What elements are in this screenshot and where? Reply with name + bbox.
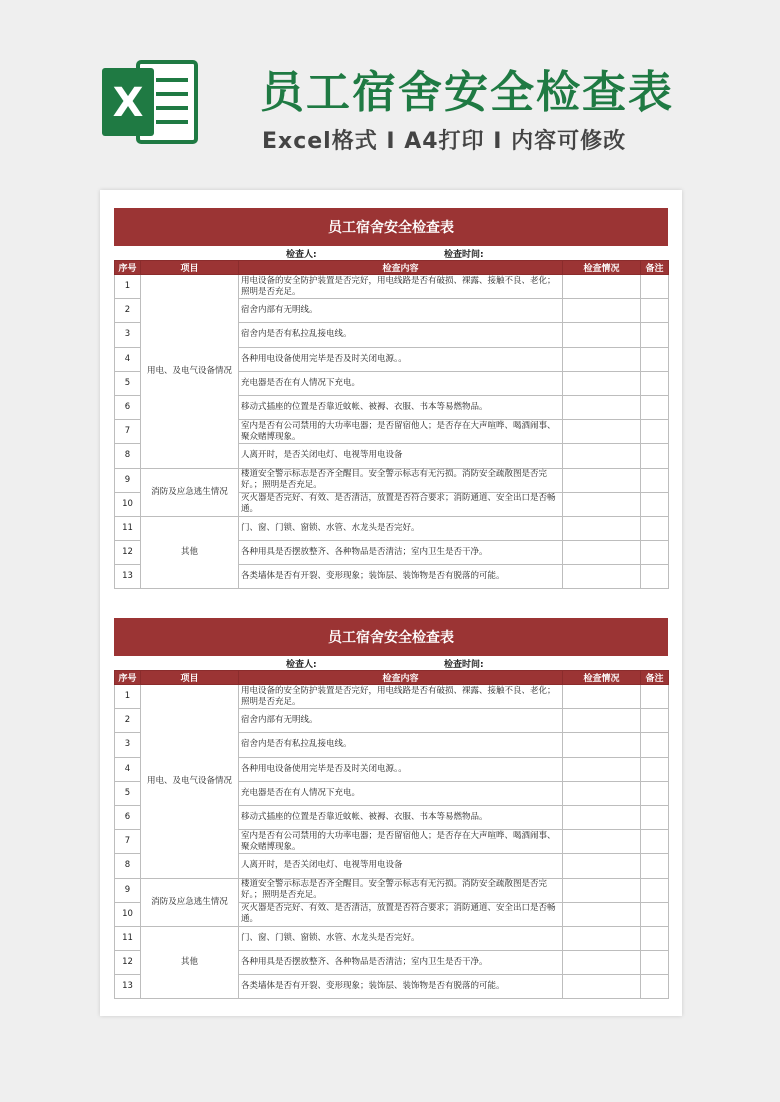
check-status-cell[interactable] — [563, 275, 641, 299]
remark-cell[interactable] — [641, 709, 669, 733]
table-row — [115, 468, 669, 492]
remark-cell[interactable] — [641, 733, 669, 757]
check-status-cell[interactable] — [563, 830, 641, 854]
check-status-cell[interactable] — [563, 516, 641, 540]
row-number: 1 — [115, 275, 141, 299]
row-number: 5 — [115, 371, 141, 395]
page-subtitle: Excel格式 I A4打印 I 内容可修改 — [262, 129, 627, 154]
check-content: 用电设备的安全防护装置是否完好，用电线路是否有破损、裸露、接触不良、老化；照明是否充足。 — [239, 685, 563, 709]
check-status-cell[interactable] — [563, 878, 641, 902]
row-number: 3 — [115, 323, 141, 347]
category-cell: 消防及应急逃生情况 — [141, 468, 239, 516]
inspector-label: 检查人: — [286, 250, 317, 260]
remark-cell[interactable] — [641, 951, 669, 975]
check-content: 室内是否有公司禁用的大功率电器；是否留宿他人；是否存在大声喧哗、喝酒闹事、聚众赌博现象。 — [239, 420, 563, 444]
check-content: 各种用具是否摆放整齐、各种物品是否清洁；室内卫生是否干净。 — [239, 951, 563, 975]
remark-cell[interactable] — [641, 420, 669, 444]
check-content: 灭火器是否完好、有效、是否清洁，放置是否符合要求；消防通道、安全出口是否畅通。 — [239, 902, 563, 926]
remark-cell[interactable] — [641, 781, 669, 805]
check-status-cell[interactable] — [563, 757, 641, 781]
row-number: 2 — [115, 299, 141, 323]
table-row — [115, 878, 669, 902]
col-header-remark: 备注 — [641, 261, 669, 275]
check-content: 用电设备的安全防护装置是否完好，用电线路是否有破损、裸露、接触不良、老化；照明是否充足。 — [239, 275, 563, 299]
remark-cell[interactable] — [641, 854, 669, 878]
inspection-sheet — [114, 208, 668, 589]
remark-cell[interactable] — [641, 975, 669, 999]
col-header-no: 序号 — [115, 261, 141, 275]
check-status-cell[interactable] — [563, 685, 641, 709]
check-content: 人离开时，是否关闭电灯、电视等用电设备 — [239, 854, 563, 878]
check-content: 移动式插座的位置是否靠近蚊帐、被褥、衣服、书本等易燃物品。 — [239, 805, 563, 829]
table-row — [115, 516, 669, 540]
check-status-cell[interactable] — [563, 781, 641, 805]
check-status-cell[interactable] — [563, 347, 641, 371]
row-number: 6 — [115, 395, 141, 419]
check-content: 移动式插座的位置是否靠近蚊帐、被褥、衣服、书本等易燃物品。 — [239, 395, 563, 419]
inspection-time-label: 检查时间: — [444, 660, 484, 670]
check-status-cell[interactable] — [563, 951, 641, 975]
check-content: 楼道安全警示标志是否齐全醒目。安全警示标志有无污损。消防安全疏散图是否完好。；照明是否充足。 — [239, 878, 563, 902]
col-header-status: 检查情况 — [563, 671, 641, 685]
row-number: 12 — [115, 951, 141, 975]
row-number: 4 — [115, 347, 141, 371]
check-content: 宿舍内部有无明线。 — [239, 299, 563, 323]
check-status-cell[interactable] — [563, 444, 641, 468]
inspector-label: 检查人: — [286, 660, 317, 670]
check-status-cell[interactable] — [563, 854, 641, 878]
row-number: 11 — [115, 516, 141, 540]
col-header-content: 检查内容 — [239, 671, 563, 685]
remark-cell[interactable] — [641, 468, 669, 492]
table-row — [115, 275, 669, 299]
col-header-no: 序号 — [115, 671, 141, 685]
remark-cell[interactable] — [641, 541, 669, 565]
check-content: 门、窗、门锁、窗锁、水管、水龙头是否完好。 — [239, 926, 563, 950]
row-number: 13 — [115, 975, 141, 999]
col-header-item: 项目 — [141, 671, 239, 685]
check-content: 门、窗、门锁、窗锁、水管、水龙头是否完好。 — [239, 516, 563, 540]
col-header-status: 检查情况 — [563, 261, 641, 275]
check-status-cell[interactable] — [563, 805, 641, 829]
sheet-title: 员工宿舍安全检查表 — [114, 618, 668, 656]
check-status-cell[interactable] — [563, 709, 641, 733]
check-status-cell[interactable] — [563, 420, 641, 444]
col-header-remark: 备注 — [641, 671, 669, 685]
remark-cell[interactable] — [641, 347, 669, 371]
row-number: 4 — [115, 757, 141, 781]
row-number: 5 — [115, 781, 141, 805]
row-number: 10 — [115, 492, 141, 516]
table-header-row — [115, 671, 669, 685]
check-content: 人离开时，是否关闭电灯、电视等用电设备 — [239, 444, 563, 468]
check-content: 各类墙体是否有开裂、变形现象；装饰层、装饰物是否有脱落的可能。 — [239, 975, 563, 999]
excel-logo-icon — [100, 56, 200, 148]
check-status-cell[interactable] — [563, 323, 641, 347]
category-cell: 其他 — [141, 926, 239, 999]
remark-cell[interactable] — [641, 323, 669, 347]
remark-cell[interactable] — [641, 805, 669, 829]
remark-cell[interactable] — [641, 299, 669, 323]
remark-cell[interactable] — [641, 371, 669, 395]
row-number: 3 — [115, 733, 141, 757]
check-content: 室内是否有公司禁用的大功率电器；是否留宿他人；是否存在大声喧哗、喝酒闹事、聚众赌博现象。 — [239, 830, 563, 854]
remark-cell[interactable] — [641, 878, 669, 902]
remark-cell[interactable] — [641, 444, 669, 468]
row-number: 8 — [115, 444, 141, 468]
row-number: 12 — [115, 541, 141, 565]
inspection-sheet — [114, 618, 668, 999]
row-number: 1 — [115, 685, 141, 709]
row-number: 11 — [115, 926, 141, 950]
checklist-table — [114, 670, 669, 999]
check-content: 充电器是否在有人情况下充电。 — [239, 371, 563, 395]
check-content: 宿舍内部有无明线。 — [239, 709, 563, 733]
category-cell: 用电、及电气设备情况 — [141, 685, 239, 879]
checklist-table — [114, 260, 669, 589]
check-content: 宿舍内是否有私拉乱接电线。 — [239, 323, 563, 347]
remark-cell[interactable] — [641, 926, 669, 950]
row-number: 6 — [115, 805, 141, 829]
check-content: 楼道安全警示标志是否齐全醒目。安全警示标志有无污损。消防安全疏散图是否完好。；照明是否充足。 — [239, 468, 563, 492]
check-content: 各种用电设备使用完毕是否及时关闭电源。。 — [239, 757, 563, 781]
check-status-cell[interactable] — [563, 926, 641, 950]
check-content: 各种用电设备使用完毕是否及时关闭电源。。 — [239, 347, 563, 371]
row-number: 7 — [115, 830, 141, 854]
check-status-cell[interactable] — [563, 468, 641, 492]
page-title: 员工宿舍安全检查表 — [260, 67, 674, 118]
remark-cell[interactable] — [641, 395, 669, 419]
row-number: 9 — [115, 468, 141, 492]
category-cell: 消防及应急逃生情况 — [141, 878, 239, 926]
table-row — [115, 685, 669, 709]
category-cell: 用电、及电气设备情况 — [141, 275, 239, 469]
check-status-cell[interactable] — [563, 299, 641, 323]
remark-cell[interactable] — [641, 565, 669, 589]
check-content: 宿舍内是否有私拉乱接电线。 — [239, 733, 563, 757]
row-number: 7 — [115, 420, 141, 444]
row-number: 9 — [115, 878, 141, 902]
check-status-cell[interactable] — [563, 975, 641, 999]
check-status-cell[interactable] — [563, 395, 641, 419]
check-status-cell[interactable] — [563, 565, 641, 589]
check-status-cell[interactable] — [563, 733, 641, 757]
check-status-cell[interactable] — [563, 371, 641, 395]
remark-cell[interactable] — [641, 275, 669, 299]
row-number: 2 — [115, 709, 141, 733]
document-page — [100, 190, 682, 1016]
remark-cell[interactable] — [641, 685, 669, 709]
remark-cell[interactable] — [641, 830, 669, 854]
category-cell: 其他 — [141, 516, 239, 589]
remark-cell[interactable] — [641, 516, 669, 540]
check-status-cell[interactable] — [563, 492, 641, 516]
check-status-cell[interactable] — [563, 541, 641, 565]
table-header-row — [115, 261, 669, 275]
inspector-row — [114, 656, 668, 670]
check-status-cell[interactable] — [563, 902, 641, 926]
remark-cell[interactable] — [641, 757, 669, 781]
table-row — [115, 926, 669, 950]
check-content: 各种用具是否摆放整齐、各种物品是否清洁；室内卫生是否干净。 — [239, 541, 563, 565]
row-number: 10 — [115, 902, 141, 926]
check-content: 灭火器是否完好、有效、是否清洁，放置是否符合要求；消防通道、安全出口是否畅通。 — [239, 492, 563, 516]
remark-cell[interactable] — [641, 492, 669, 516]
remark-cell[interactable] — [641, 902, 669, 926]
page-header — [0, 0, 780, 190]
col-header-content: 检查内容 — [239, 261, 563, 275]
col-header-item: 项目 — [141, 261, 239, 275]
row-number: 8 — [115, 854, 141, 878]
inspector-row — [114, 246, 668, 260]
excel-logo-letter: X — [112, 80, 144, 126]
check-content: 各类墙体是否有开裂、变形现象；装饰层、装饰物是否有脱落的可能。 — [239, 565, 563, 589]
sheet-title: 员工宿舍安全检查表 — [114, 208, 668, 246]
row-number: 13 — [115, 565, 141, 589]
inspection-time-label: 检查时间: — [444, 250, 484, 260]
check-content: 充电器是否在有人情况下充电。 — [239, 781, 563, 805]
